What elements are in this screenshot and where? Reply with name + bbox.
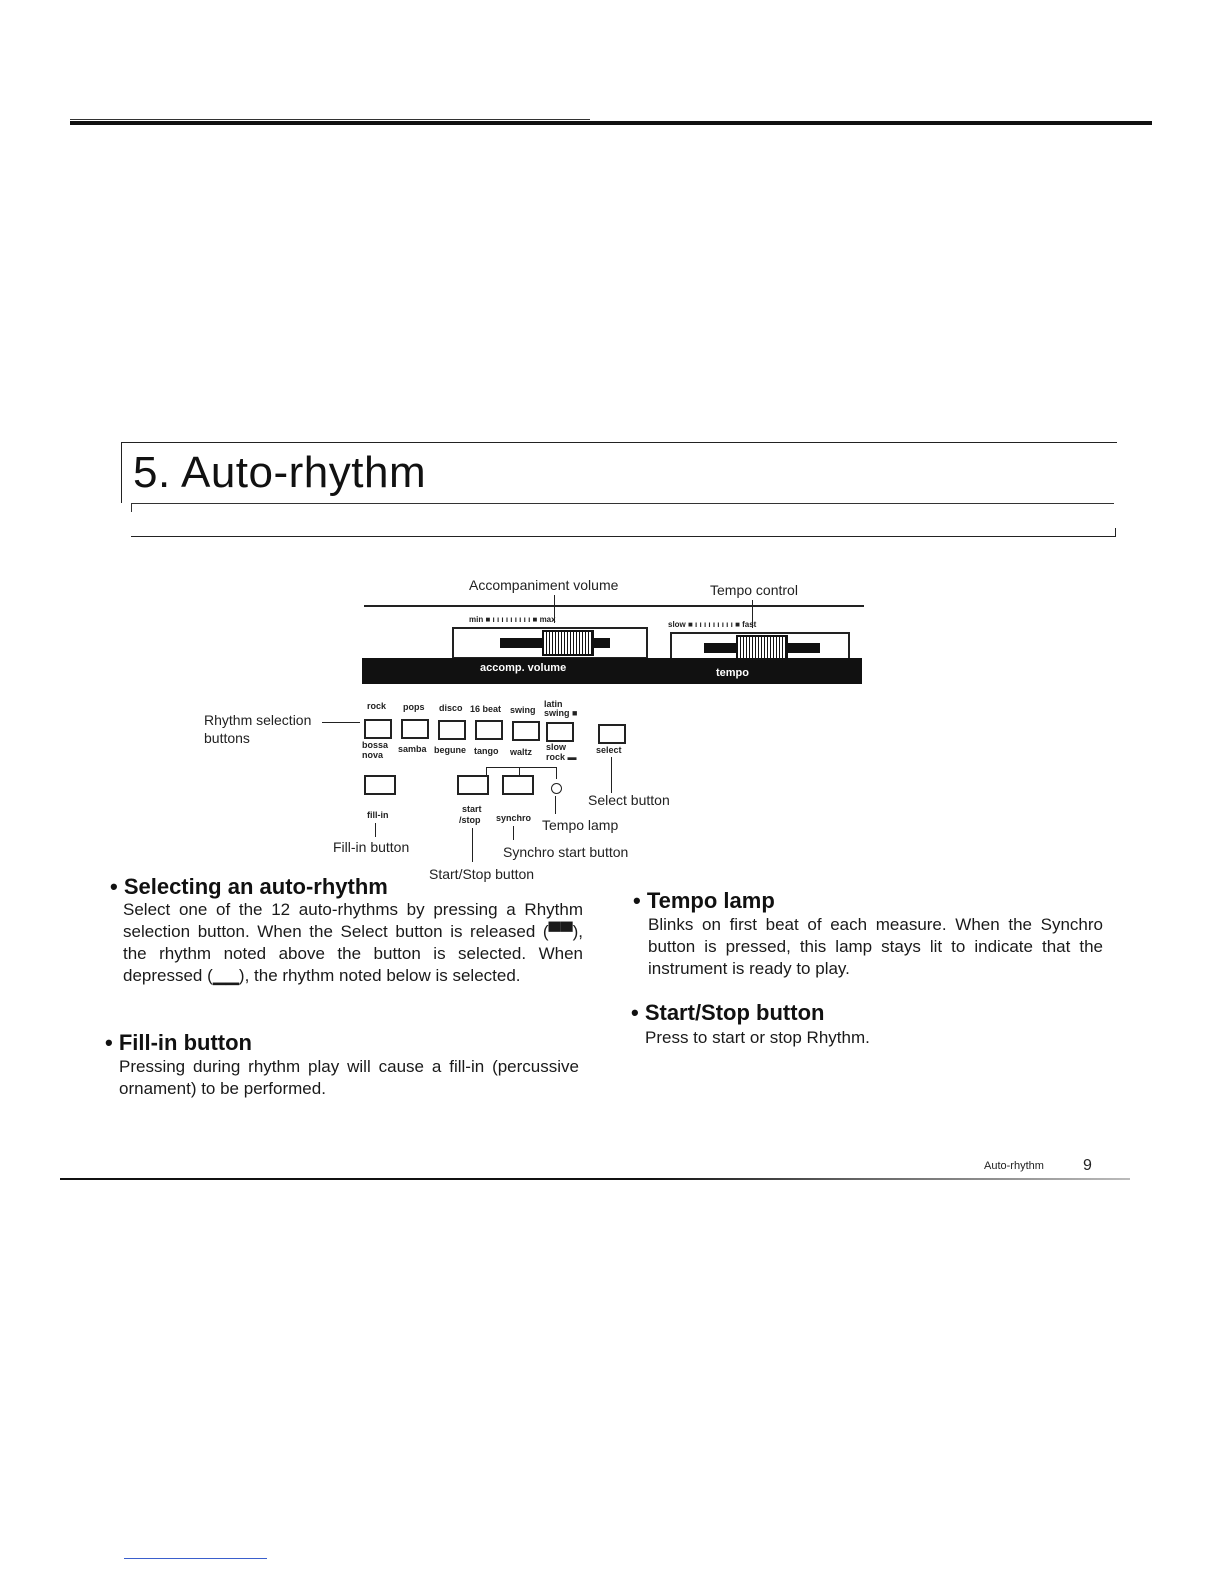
bracket-line xyxy=(486,767,556,768)
rhythm-button-swing[interactable] xyxy=(512,721,540,741)
rhythm-button-rock[interactable] xyxy=(364,719,392,739)
page-number: 9 xyxy=(1083,1157,1092,1174)
rhythm-button-disco[interactable] xyxy=(438,720,466,740)
tempo-strip-label: tempo xyxy=(716,667,749,679)
rhythm-label-slow-rock: slow rock ▬ xyxy=(546,742,577,762)
footer-section-label: Auto-rhythm xyxy=(984,1160,1044,1172)
bracket-line xyxy=(519,767,520,775)
bottom-rule xyxy=(60,1178,1130,1180)
rhythm-label-swing: swing xyxy=(510,705,536,715)
callout-accomp-volume: Accompaniment volume xyxy=(469,577,619,593)
page-title: 5. Auto-rhythm xyxy=(133,448,427,497)
tempo-lamp-icon xyxy=(551,783,562,794)
rhythm-label-begune: begune xyxy=(434,745,467,755)
rhythm-label-bossa-nova: bossa nova xyxy=(362,740,389,760)
rhythm-label-samba: samba xyxy=(398,744,427,754)
heading-tempo-lamp: • Tempo lamp xyxy=(633,888,775,913)
heading-fill-in-button: • Fill-in button xyxy=(105,1030,252,1055)
select-label: select xyxy=(596,745,622,755)
start-label: start xyxy=(462,804,482,814)
body-tempo-lamp: Blinks on first beat of each measure. When the Synchro button is pressed, this lamp stays lit to indicate that the instrument is ready to play. xyxy=(648,915,1103,978)
rhythm-button-16beat[interactable] xyxy=(475,720,503,740)
bracket-line xyxy=(556,767,557,779)
leader-line xyxy=(513,826,514,840)
rhythm-button-pops[interactable] xyxy=(401,719,429,739)
volume-strip-label: accomp. volume xyxy=(480,662,567,674)
rhythm-label-pops: pops xyxy=(403,702,425,712)
heading-selecting-auto-rhythm: • Selecting an auto-rhythm xyxy=(110,874,388,899)
body-fill-in-button: Pressing during rhythm play will cause a fill-in (percussive ornament) to be performed. xyxy=(119,1057,579,1098)
synchro-label: synchro xyxy=(496,813,532,823)
title-underline-lower xyxy=(131,528,1116,537)
rhythm-label-tango: tango xyxy=(474,746,499,756)
rhythm-label-rock: rock xyxy=(367,701,387,711)
slider-knob[interactable] xyxy=(542,630,594,656)
rhythm-label-disco: disco xyxy=(439,703,463,713)
panel-label-strip xyxy=(362,658,862,684)
select-button[interactable] xyxy=(598,724,626,744)
accomp-volume-slider[interactable] xyxy=(452,627,648,659)
rhythm-label-latin-swing: latin swing ■ xyxy=(544,699,578,718)
callout-tempo-control: Tempo control xyxy=(710,582,798,598)
rhythm-label-16beat: 16 beat xyxy=(470,704,502,714)
volume-scale: min ■ ı ı ı ı ı ı ı ı ı ■ max xyxy=(469,615,556,624)
stop-label: /stop xyxy=(459,815,481,825)
callout-rhythm-selection-2: buttons xyxy=(204,730,250,746)
top-rule xyxy=(70,121,1152,125)
callout-rhythm-selection: Rhythm selection xyxy=(204,712,312,728)
bracket-line xyxy=(486,767,487,775)
leader-line xyxy=(472,828,473,862)
start-stop-button[interactable] xyxy=(457,775,489,795)
callout-synchro-start-button: Synchro start button xyxy=(503,844,629,860)
body-selecting-auto-rhythm: Select one of the 12 auto-rhythms by pressing a Rhythm selection button. When the Select button is released (▀▀), the rhythm noted above the button is selected. When depressed (▁▁), the rhythm noted below is selected. xyxy=(123,900,583,985)
leader-line xyxy=(375,823,376,837)
rhythm-label-waltz: waltz xyxy=(510,747,533,757)
heading-start-stop-button: • Start/Stop button xyxy=(631,1000,825,1025)
callout-fill-in-button: Fill-in button xyxy=(333,839,410,855)
fill-in-button[interactable] xyxy=(364,775,396,795)
callout-select-button: Select button xyxy=(588,792,670,808)
callout-tempo-lamp: Tempo lamp xyxy=(542,817,619,833)
synchro-button[interactable] xyxy=(502,775,534,795)
leader-line xyxy=(555,796,556,814)
callout-start-stop-button: Start/Stop button xyxy=(429,866,535,882)
tempo-scale: slow ■ ı ı ı ı ı ı ı ı ı ■ fast xyxy=(668,620,757,629)
fill-in-label: fill-in xyxy=(367,810,389,820)
panel-top-line xyxy=(364,605,864,607)
leader-line xyxy=(322,722,360,723)
scan-edge-line xyxy=(124,1558,267,1559)
top-rule-thin xyxy=(70,119,590,120)
title-underline-upper xyxy=(131,503,1114,512)
rhythm-button-latin-swing[interactable] xyxy=(546,722,574,742)
leader-line xyxy=(611,757,612,793)
body-start-stop-button: Press to start or stop Rhythm. xyxy=(645,1028,870,1047)
